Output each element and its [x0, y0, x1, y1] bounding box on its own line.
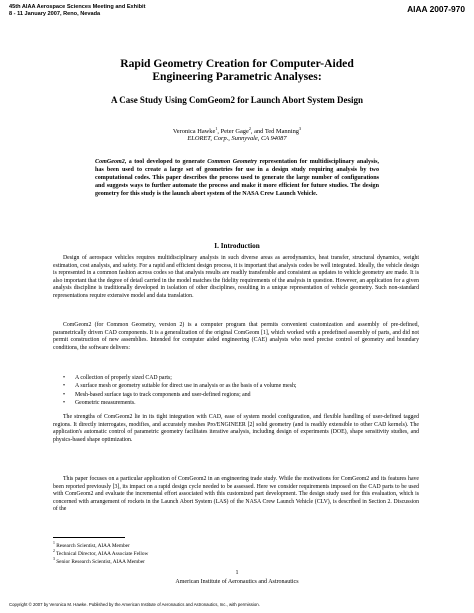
conference-dates: 8 - 11 January 2007, Reno, Nevada: [9, 11, 101, 17]
footnote-mark: 1: [53, 541, 55, 545]
abstract: [95, 158, 379, 198]
feature-list: [53, 374, 419, 408]
list-item: • A collection of properly sized CAD parts;: [53, 374, 419, 382]
footnote-divider: [53, 537, 125, 538]
author-name: Ted Manning: [264, 128, 299, 136]
author-name: Peter Gage: [220, 128, 249, 136]
footnote-text: Senior Research Scientist, AIAA Member: [54, 558, 145, 565]
footnote: [53, 549, 148, 557]
affiliation: ELORET, Corp., Sunnyvale, CA 94087: [187, 135, 287, 142]
paragraph-text: Design of aerospace vehicles requires multidisciplinary analysis in such diverse areas as aerodynamics, heat transfer, structural dynamics, weight estimation, cost analysis, and safety. For a rapid and efficient design process, it is important that analysis codes be well integrated. Ideally, the vehicle design is represented in a common fashion across codes so that analysis results are readily transferable and consistent as updates to vehicle geometry are made. It is also important that the degree of detail carried in the model matches the fidelity requirements of the analysis in question. However, an application for a given analysis discipline is traditionally developed in isolation of other disciplines, resulting in a unique representation of vehicle geometry. Such non-standard representations require extensive model and data translation.: [53, 255, 419, 299]
footnote-text: Technical Director, AIAA Associate Fellow: [54, 550, 149, 557]
intro-paragraph-1: [53, 255, 419, 300]
list-item: • Geometric measurements.: [53, 399, 419, 407]
abstract-text: , a tool developed to generate: [124, 159, 208, 165]
footnote-mark: 1: [215, 126, 218, 131]
title-line-1: Rapid Geometry Creation for Computer-Aided: [120, 57, 354, 70]
footnote-mark: 2: [53, 549, 55, 553]
list-item: • Mesh-based surface tags to track components and user-defined regions; and: [53, 391, 419, 399]
page-number: 1: [235, 570, 239, 576]
institute-name: American Institute of Aeronautics and Astronautics: [175, 579, 299, 585]
paper-number: AIAA 2007-970: [407, 4, 465, 14]
conference-name: 45th AIAA Aerospace Sciences Meeting and Exhibit: [9, 4, 146, 10]
footnote-mark: 3: [299, 126, 302, 131]
intro-paragraph-3: [53, 414, 419, 444]
paragraph-text: The strengths of ComGeom2 lie in its tight integration with CAD, ease of system model configuration, and flexible handling of user-defined tagged regions. It directly interrogates, modifies, and accurately meshes Pro/ENGINEER [2] solid geometry (and is readily extensible to other CAD kernels). The application's automatic control of parametric geometry facilitates iterative analysis, including design of experiments (DOE), shape sensitivity studies, and physics-based shape optimization.: [53, 414, 419, 443]
list-item: • A surface mesh or geometry suitable for direct use in analysis or as the basis of a volume mesh;: [53, 382, 419, 390]
title-line-2: Engineering Parametric Analyses:: [152, 70, 322, 83]
footnote-mark: 3: [53, 557, 55, 561]
intro-paragraph-2: [53, 322, 419, 352]
author-list: Veronica Hawke$^1$, Peter Gage$^2$, and Ted Manning$^3$: [172, 126, 302, 136]
paragraph-text: ComGeom2 (for Common Geometry, version 2) is a computer program that permits convenient customization and assembly of pre-defined, parametrically driven CAD components. It is a generalization of the original ComGeom [1], which worked with a predefined assembly of parts, and did not permit construction of new assemblies. Intended for computer aided engineering (CAE) analysts who need precise control of geometry and boundary conditions, the software delivers:: [53, 322, 419, 351]
conference-info: [9, 4, 145, 18]
abstract-italic-term: Common Geometry: [207, 159, 258, 165]
section-heading: I. Introduction: [214, 242, 260, 250]
author-connector: , and: [250, 128, 265, 136]
footnote: [53, 557, 145, 565]
abstract-text: representation for multidisciplinary analysis, has been used to create a large set of geometries for use in a design study requiring analysis by two computational codes. This paper describes the process used to generate the large number of configurations and suggests ways to further automate the process and make it more efficient for future studies. The design geometry for this study is the launch abort system of the NASA Crew Launch Vehicle.: [95, 159, 380, 197]
author-name: Veronica Hawke: [172, 128, 216, 136]
abstract-lead-term: ComGeom2: [95, 159, 125, 165]
footnote: [53, 541, 130, 549]
footnote-mark: 2: [248, 126, 251, 131]
intro-paragraph-4: [53, 476, 419, 514]
footnote-text: Research Scientist, AIAA Member: [54, 542, 130, 549]
subtitle: A Case Study Using ComGeom2 for Launch Abort System Design: [110, 95, 364, 105]
copyright-notice: Copyright © 2007 by Veronica M. Hawke. Published by the American Institute of Aeronautics and Astronautics, Inc., with permission.: [9, 602, 260, 607]
paragraph-text: This paper focuses on a particular application of ComGeom2 in an engineering trade study. While the motivations for ComGeom2 and its features have been reported previously [3], its impact on a rapid design cycle needed to be assessed. Here we consider requirements imposed on the CAD parts to be used with ComGeom2 and evaluate the incremental effort associated with this customized part development. The design study used for this evaluation, which is concerned with arrangement of rockets in the Launch Abort System (LAS) of the NASA Crew Launch Vehicle (CLV), is described in Section 2. Discussion of the: [53, 476, 419, 513]
